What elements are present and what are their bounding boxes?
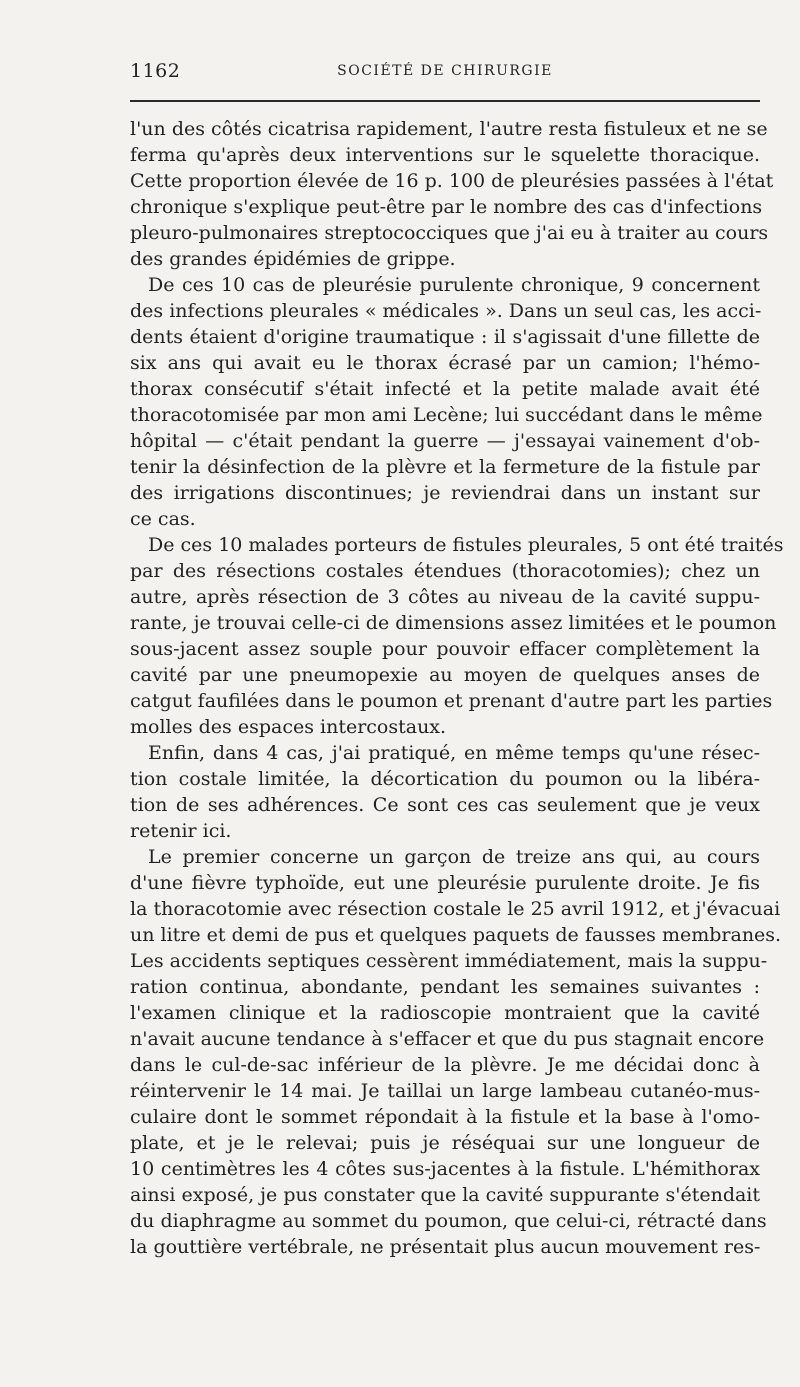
text-line: du diaphragme au sommet du poumon, que celui-ci, rétracté dans	[130, 1210, 767, 1232]
paragraph	[130, 532, 784, 740]
text-line: ainsi exposé, je pus constater que la cavité suppurante s'étendait	[130, 1184, 761, 1206]
text-line: De ces 10 cas de pleurésie purulente chronique, 9 concernent	[148, 274, 760, 296]
text-line: tion de ses adhérences. Ce sont ces cas seulement que je veux	[130, 794, 760, 816]
text-line: chronique s'explique peut-être par le nombre des cas d'infections	[130, 196, 763, 218]
text-line: n'avait aucune tendance à s'effacer et que du pus stagnait encore	[130, 1028, 765, 1050]
text-line: des irrigations discontinues; je reviendrai dans un instant sur	[130, 482, 760, 504]
text-line: catgut faufilées dans le poumon et prenant d'autre part les parties	[130, 690, 773, 712]
text-line: molles des espaces intercostaux.	[130, 716, 447, 738]
text-line: culaire dont le sommet répondait à la fistule et la base à l'omo-	[130, 1106, 760, 1128]
text-line: six ans qui avait eu le thorax écrasé par un camion; l'hémo-	[130, 352, 760, 374]
text-line: un litre et demi de pus et quelques paquets de fausses membranes.	[130, 924, 782, 946]
text-line: cavité par une pneumopexie au moyen de quelques anses de	[130, 664, 760, 686]
text-line: des grandes épidémies de grippe.	[130, 248, 456, 270]
text-line: autre, après résection de 3 côtes au niveau de la cavité suppu-	[130, 586, 760, 608]
body-text	[130, 116, 784, 1260]
text-line: tion costale limitée, la décortication du poumon ou la libéra-	[130, 768, 760, 790]
paragraph	[130, 272, 763, 532]
page-header	[130, 60, 760, 84]
text-line: la gouttière vertébrale, ne présentait plus aucun mouvement res-	[130, 1236, 761, 1258]
page-number: 1162	[130, 60, 181, 82]
text-line: dans le cul-de-sac inférieur de la plèvre. Je me décidai donc à	[130, 1054, 760, 1076]
running-title: SOCIÉTÉ DE CHIRURGIE	[337, 63, 553, 79]
text-line: Le premier concerne un garçon de treize ans qui, au cours	[148, 846, 760, 868]
text-line: De ces 10 malades porteurs de fistules pleurales, 5 ont été traités	[148, 534, 784, 556]
text-line: la thoracotomie avec résection costale le 25 avril 1912, et j'évacuai	[130, 898, 781, 920]
paragraph	[130, 116, 774, 272]
text-line: thoracotomisée par mon ami Lecène; lui succédant dans le même	[130, 404, 763, 426]
text-line: ferma qu'après deux interventions sur le squelette thoracique.	[130, 144, 760, 166]
text-line: pleuro-pulmonaires streptococciques que j'ai eu à traiter au cours	[130, 222, 769, 244]
text-line: thorax consécutif s'était infecté et la petite malade avait été	[130, 378, 760, 400]
text-line: ce cas.	[130, 508, 196, 530]
text-line: retenir ici.	[130, 820, 232, 842]
text-line: ration continua, abondante, pendant les semaines suivantes :	[130, 976, 760, 998]
paragraph	[130, 740, 760, 844]
text-line: par des résections costales étendues (thoracotomies); chez un	[130, 560, 760, 582]
text-line: Les accidents septiques cessèrent immédiatement, mais la suppu-	[130, 950, 768, 972]
text-line: d'une fièvre typhoïde, eut une pleurésie purulente droite. Je fis	[130, 872, 760, 894]
text-line: plate, et je le relevai; puis je réséquai sur une longueur de	[130, 1132, 760, 1154]
header-rule	[130, 100, 760, 102]
text-line: sous-jacent assez souple pour pouvoir effacer complètement la	[130, 638, 760, 660]
text-line: réintervenir le 14 mai. Je taillai un large lambeau cutanéo-mus-	[130, 1080, 760, 1102]
text-line: l'un des côtés cicatrisa rapidement, l'autre resta fistuleux et ne se	[130, 118, 768, 140]
text-line: rante, je trouvai celle-ci de dimensions assez limitées et le poumon	[130, 612, 777, 634]
text-line: Cette proportion élevée de 16 p. 100 de pleurésies passées à l'état	[130, 170, 774, 192]
text-line: Enfin, dans 4 cas, j'ai pratiqué, en même temps qu'une résec-	[148, 742, 760, 764]
text-line: 10 centimètres les 4 côtes sus-jacentes à la fistule. L'hémithorax	[130, 1158, 760, 1180]
text-line: tenir la désinfection de la plèvre et la fermeture de la fistule par	[130, 456, 760, 478]
text-line: l'examen clinique et la radioscopie montraient que la cavité	[130, 1002, 760, 1024]
text-line: des infections pleurales « médicales ». Dans un seul cas, les acci-	[130, 300, 762, 322]
text-line: dents étaient d'origine traumatique : il s'agissait d'une fillette de	[130, 326, 760, 348]
text-line: hôpital — c'était pendant la guerre — j'essayai vainement d'ob-	[130, 430, 760, 452]
paragraph	[130, 844, 782, 1260]
